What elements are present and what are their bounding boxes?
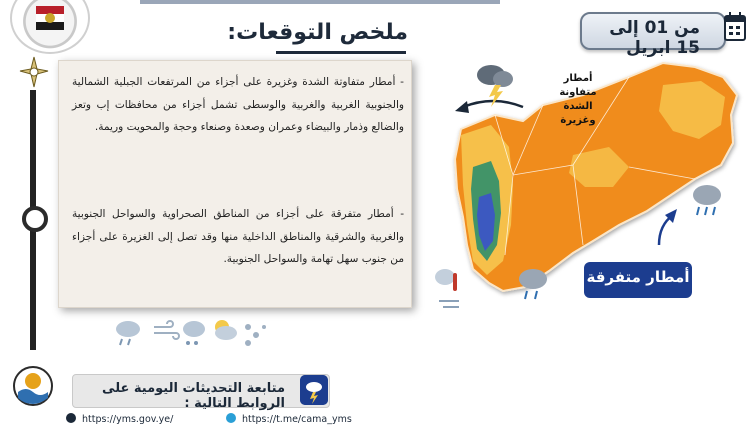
callout-heavy-rain: أمطار متفاونة الشدة وغزيرة	[559, 73, 597, 126]
callout-scattered-rain: أمطار متفرقة	[586, 268, 690, 286]
bullet-text: أمطار متفرقة على أجزاء من المناطق الصحراوية والسواحل الجنوبية والغربية والشرقية والمناطق الداخلية منها وقد تصل إلى الغزيرة على أجزاء من جنوب سهل تهامة والسواحل الجنوبية.	[72, 208, 404, 265]
calendar-icon	[722, 8, 748, 48]
summary-title: ملخص التوقعات:	[227, 20, 408, 45]
telegram-link-label: https://t.me/cama_yms	[242, 414, 352, 425]
date-range-text: من 01 إلى 15 ابريل	[609, 18, 700, 58]
snow-icon	[245, 324, 266, 346]
globe-icon	[66, 413, 76, 423]
follow-updates-text: متابعة التحديثات اليومية على الروابط التالية :	[102, 381, 285, 411]
cloud-showers-icon	[183, 321, 205, 345]
bullet-text: أمطار متفاوتة الشدة وغزيرة على أجزاء من المرتفعات الجبلية الشمالية والجنوبية الغربية والغربية والوسطى تشمل أجزاء من محافظات إب وتعز والضالع وذمار والبيضاء وعمران وصعدة وصنعاء وحجة والمحويت وريمة.	[72, 76, 404, 133]
rain-cloud-icon	[519, 269, 547, 299]
bullet-dash: -	[400, 208, 405, 220]
website-link-label: https://yms.gov.ye/	[82, 414, 174, 425]
meteorology-seal-logo	[10, 0, 90, 54]
forecast-bullet-scattered	[72, 203, 404, 271]
rain-cloud-icon	[693, 185, 721, 215]
sun-sea-emblem-icon	[12, 364, 54, 408]
bullet-dash: -	[400, 76, 404, 88]
weather-mini-icons	[110, 313, 280, 353]
wind-icon	[154, 321, 179, 339]
telegram-link[interactable]	[226, 413, 352, 425]
wind-lines-icon	[439, 301, 459, 307]
cloud-rain-icon	[116, 321, 140, 345]
arrow-head	[455, 101, 469, 113]
header-rule	[140, 0, 500, 4]
forecast-bullet-heavy	[72, 71, 404, 139]
summary-title-underline	[276, 51, 406, 54]
storm-cloud-icon	[300, 375, 328, 405]
sun-cloud-icon	[215, 320, 237, 340]
temperature-rain-icon	[435, 269, 457, 291]
telegram-icon	[226, 413, 236, 423]
compass-star-icon	[18, 55, 50, 95]
timeline-node	[22, 206, 48, 232]
website-link[interactable]	[66, 413, 173, 425]
